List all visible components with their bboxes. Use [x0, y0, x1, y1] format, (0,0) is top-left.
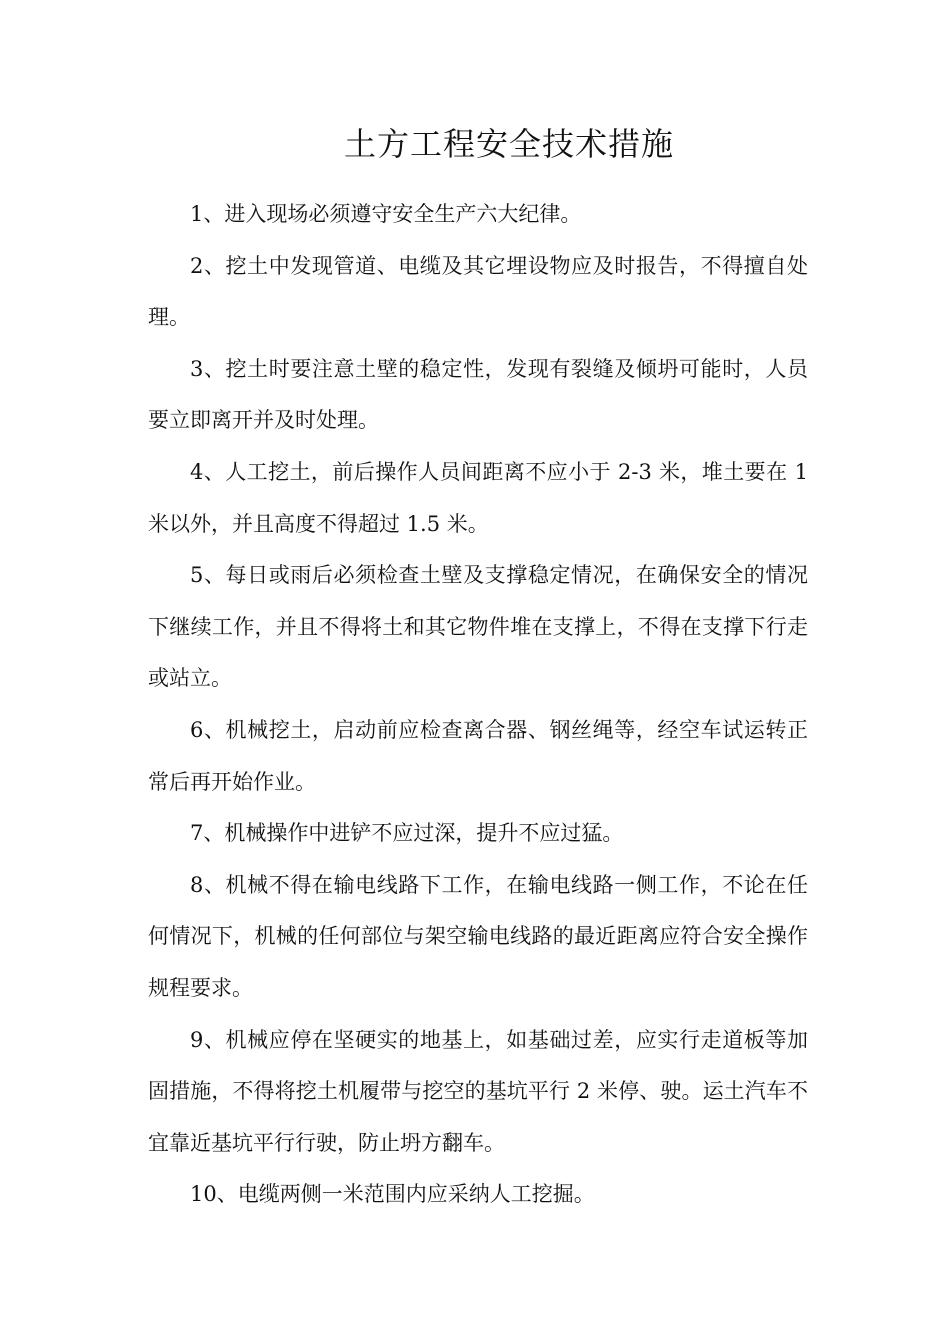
paragraph-2: 2、挖土中发现管道、电缆及其它埋设物应及时报告，不得擅自处理。	[148, 253, 808, 330]
paragraph-10: 10、电缆两侧一米范围内应采纳人工挖掘。	[190, 1182, 595, 1207]
paragraph-9: 9、机械应停在坚硬实的地基上，如基础过差，应实行走道板等加固措施，不得将挖土机履带与挖空的基坑平行 2 米停、驶。运土汽车不宜靠近基坑平行行驶，防止坍方翻车。	[148, 1027, 808, 1155]
paragraph-7: 7、机械操作中进铲不应过深，提升不应过猛。	[190, 821, 624, 846]
paragraph-6: 6、机械挖土，启动前应检查离合器、钢丝绳等，经空车试运转正常后再开始作业。	[148, 717, 808, 794]
paragraph-5: 5、每日或雨后必须检查土壁及支撑稳定情况，在确保安全的情况下继续工作，并且不得将土和其它物件堆在支撑上，不得在支撑下行走或站立。	[148, 563, 808, 691]
paragraph-8: 8、机械不得在输电线路下工作，在输电线路一侧工作，不论在任何情况下，机械的任何部位与架空输电线路的最近距离应符合安全操作规程要求。	[148, 872, 808, 1000]
paragraph-4: 4、人工挖土，前后操作人员间距离不应小于 2-3 米，堆土要在 1 米以外，并且高度不得超过 1.5 米。	[148, 459, 808, 536]
document-body	[148, 189, 808, 1221]
paragraph-1: 1、进入现场必须遵守安全生产六大纪律。	[190, 202, 582, 226]
paragraph-3: 3、挖土时要注意土壁的稳定性，发现有裂缝及倾坍可能时，人员要立即离开并及时处理。	[148, 356, 808, 433]
document-title: 土方工程安全技术措施	[343, 125, 674, 163]
